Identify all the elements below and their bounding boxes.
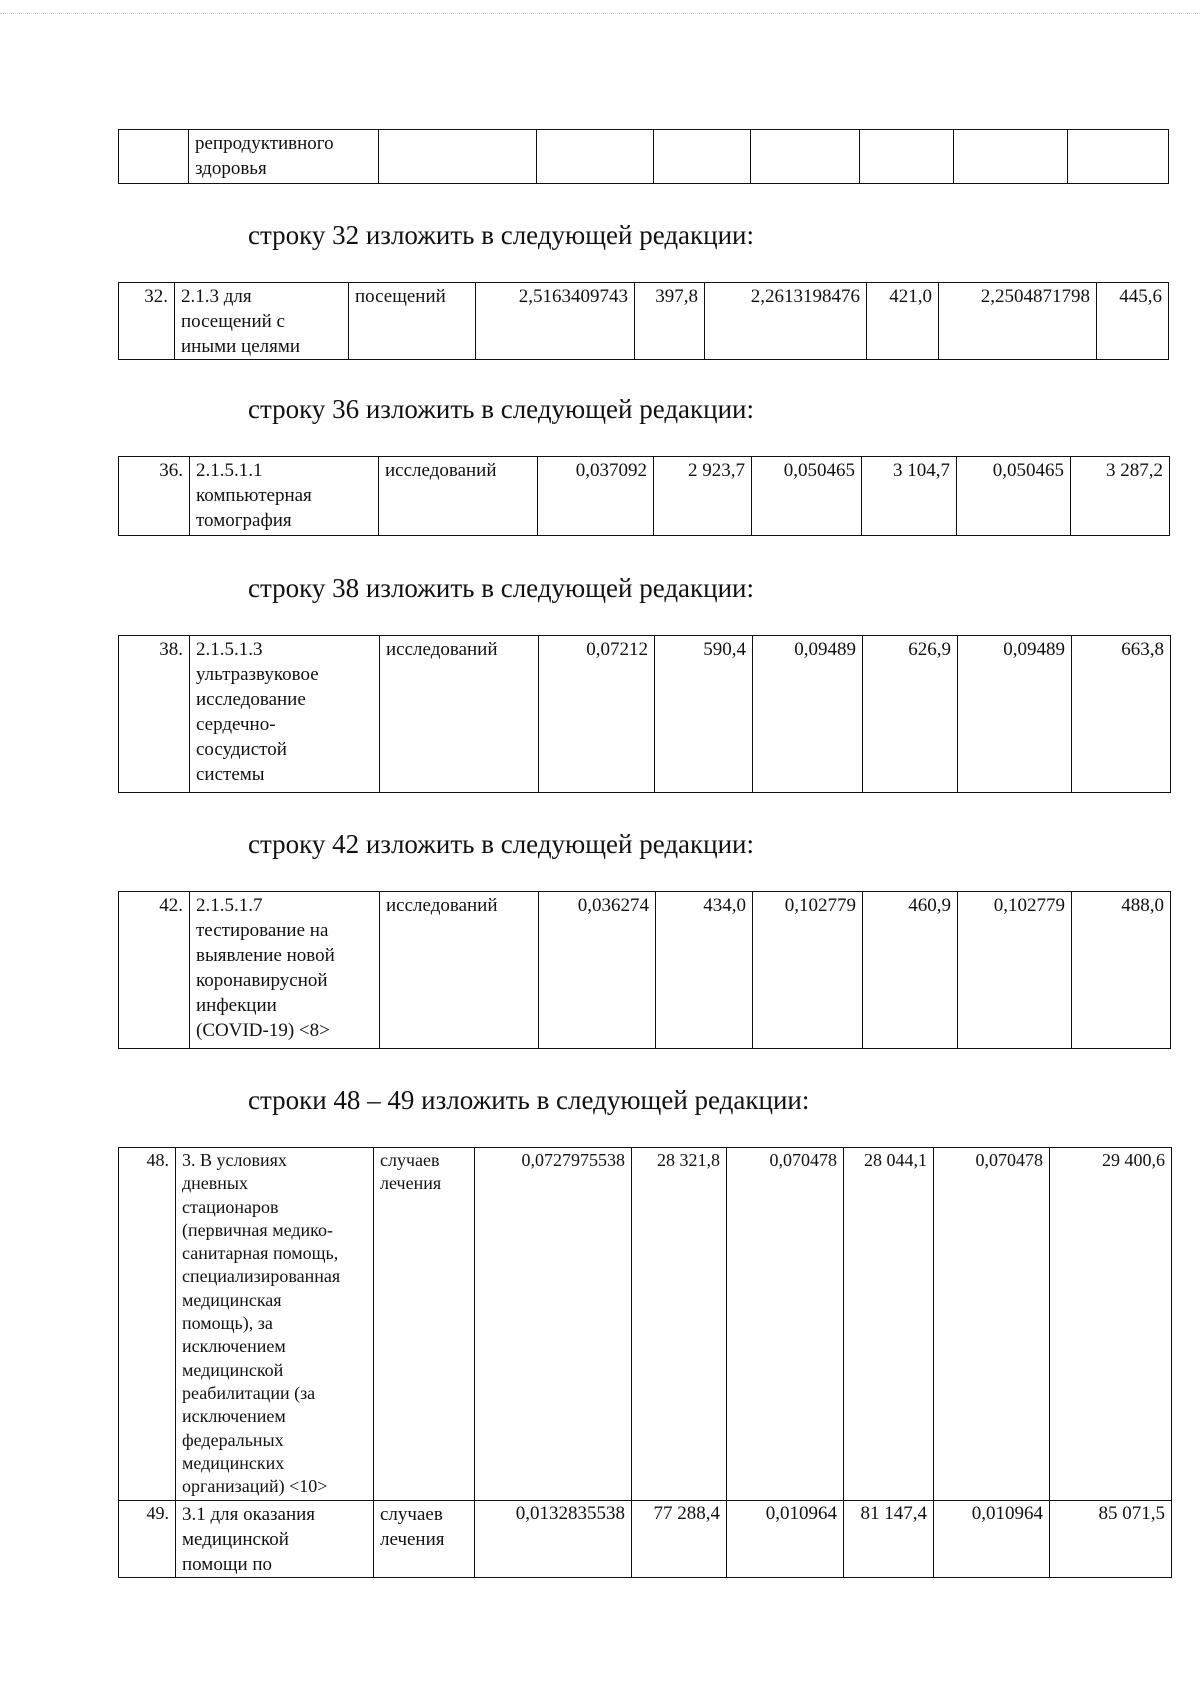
section-heading: строку 36 изложить в следующей редакции: xyxy=(248,394,755,424)
table-row xyxy=(119,1148,1172,1501)
table-rows-48-49 xyxy=(118,1147,1172,1578)
cell-value: 28 321,8 xyxy=(632,1148,727,1501)
table-row xyxy=(119,130,1169,184)
cell-value: 0,0727975538 xyxy=(475,1148,632,1501)
cell-value: 81 147,4 xyxy=(844,1501,934,1578)
cell-value xyxy=(1068,130,1169,184)
cell-num: 42. xyxy=(119,892,190,1049)
cell-value: 0,037092 xyxy=(538,457,654,536)
cell-value: 0,09489 xyxy=(958,636,1072,793)
cell-value: 445,6 xyxy=(1097,283,1169,360)
cell-num: 36. xyxy=(119,457,190,536)
cell-value: 0,010964 xyxy=(934,1501,1050,1578)
cell-num: 49. xyxy=(119,1501,176,1578)
cell-name: 2.1.5.1.7 тестирование на выявление новой коронавирусной инфекции (COVID-19) <8> xyxy=(190,892,380,1049)
cell-value: 2,5163409743 xyxy=(476,283,635,360)
page-top-edge xyxy=(0,13,1200,14)
cell-num: 32. xyxy=(119,283,175,360)
cell-name: 2.1.3 для посещений с иными целями xyxy=(175,283,349,360)
cell-name: 3. В условиях дневных стационаров (первичная медико- санитарная помощь, специализированная медицинская помощь), за исключением медицинской реабилитации (за исключением федеральных медицинских организаций) <10> xyxy=(176,1148,374,1501)
cell-value: 0,102779 xyxy=(753,892,863,1049)
cell-value: 0,102779 xyxy=(958,892,1072,1049)
table-row xyxy=(119,283,1169,360)
cell-value xyxy=(537,130,654,184)
cell-num xyxy=(119,130,189,184)
table-row-36 xyxy=(118,456,1170,536)
cell-value: 0,050465 xyxy=(957,457,1071,536)
cell-value xyxy=(751,130,860,184)
table-row xyxy=(119,1501,1172,1578)
cell-unit: исследований xyxy=(380,636,539,793)
section-heading: строку 38 изложить в следующей редакции: xyxy=(248,573,755,603)
cell-num: 38. xyxy=(119,636,190,793)
cell-value: 0,09489 xyxy=(753,636,863,793)
section-heading: строки 48 – 49 изложить в следующей редакции: xyxy=(248,1085,810,1115)
cell-value: 0,070478 xyxy=(727,1148,844,1501)
cell-value: 0,010964 xyxy=(727,1501,844,1578)
table-row-38 xyxy=(118,635,1171,793)
cell-unit: случаев лечения xyxy=(374,1501,475,1578)
table-fragment-top xyxy=(118,129,1169,184)
cell-unit: случаев лечения xyxy=(374,1148,475,1501)
cell-value: 0,07212 xyxy=(539,636,655,793)
cell-value: 590,4 xyxy=(655,636,753,793)
cell-value: 2,2613198476 xyxy=(705,283,867,360)
cell-value: 2 923,7 xyxy=(654,457,752,536)
table-row xyxy=(119,636,1171,793)
cell-value: 488,0 xyxy=(1072,892,1171,1049)
cell-value: 0,036274 xyxy=(539,892,656,1049)
cell-value: 2,2504871798 xyxy=(939,283,1097,360)
cell-value: 0,0132835538 xyxy=(475,1501,632,1578)
cell-name: репродуктивного здоровья xyxy=(189,130,379,184)
cell-value xyxy=(954,130,1068,184)
cell-name: 2.1.5.1.1 компьютерная томография xyxy=(190,457,379,536)
cell-unit: посещений xyxy=(349,283,476,360)
section-heading: строку 42 изложить в следующей редакции: xyxy=(248,829,755,859)
cell-value: 421,0 xyxy=(867,283,939,360)
cell-value: 28 044,1 xyxy=(844,1148,934,1501)
cell-value xyxy=(860,130,954,184)
cell-value: 0,070478 xyxy=(934,1148,1050,1501)
cell-value: 434,0 xyxy=(656,892,753,1049)
cell-value: 3 287,2 xyxy=(1071,457,1170,536)
cell-name: 3.1 для оказания медицинской помощи по xyxy=(176,1501,374,1578)
cell-unit: исследований xyxy=(380,892,539,1049)
cell-value: 397,8 xyxy=(635,283,705,360)
cell-value: 0,050465 xyxy=(752,457,862,536)
table-row xyxy=(119,457,1170,536)
section-heading: строку 32 изложить в следующей редакции: xyxy=(248,220,755,250)
table-row-42 xyxy=(118,891,1171,1049)
cell-value xyxy=(654,130,751,184)
cell-unit xyxy=(379,130,537,184)
cell-value: 77 288,4 xyxy=(632,1501,727,1578)
cell-unit: исследований xyxy=(379,457,538,536)
table-row-32 xyxy=(118,282,1169,360)
cell-value: 460,9 xyxy=(863,892,958,1049)
cell-value: 3 104,7 xyxy=(862,457,957,536)
cell-value: 29 400,6 xyxy=(1050,1148,1172,1501)
cell-num: 48. xyxy=(119,1148,176,1501)
cell-name: 2.1.5.1.3 ультразвуковое исследование сердечно- сосудистой системы xyxy=(190,636,380,793)
cell-value: 663,8 xyxy=(1072,636,1171,793)
cell-value: 626,9 xyxy=(863,636,958,793)
table-row xyxy=(119,892,1171,1049)
cell-value: 85 071,5 xyxy=(1050,1501,1172,1578)
